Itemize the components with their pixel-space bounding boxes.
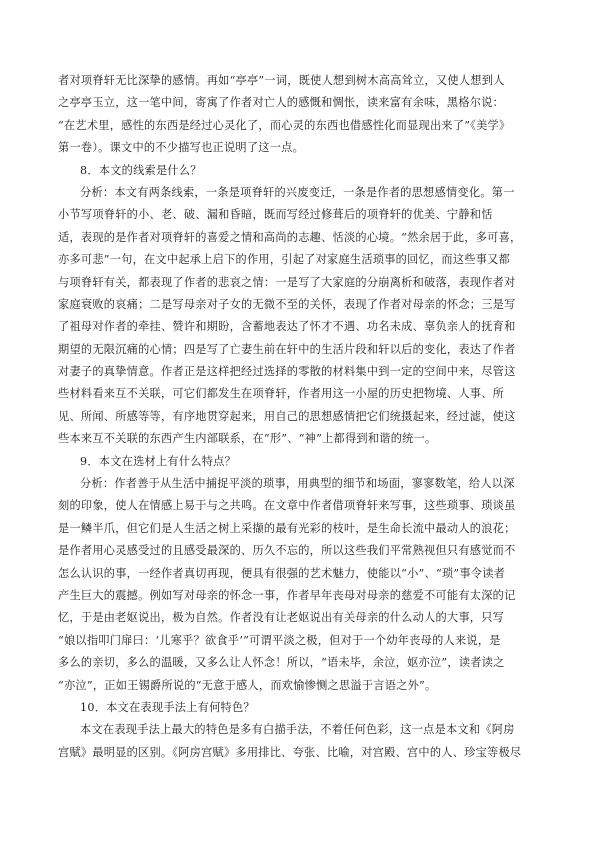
text-line: 产生巨大的震撼。例如写对母亲的怀念一事，作者早年丧母对母亲的慈爱不可能有太深的记 <box>58 588 516 602</box>
text-line: “在艺术里，感性的东西是经过心灵化了，而心灵的东西也借感性化而显现出来了”《美学》 <box>58 118 511 132</box>
text-line: 宫赋》最明显的区别。《阿房宫赋》多用排比、夸张、比喻，对宫殿、宫中的人、珍宝等极尽 <box>58 745 522 759</box>
text-line: 家庭衰败的哀痛；二是写母亲对子女的无微不至的关怀，表现了作者对母亲的怀念；三是写 <box>58 297 516 311</box>
text-line: 第一卷）。课文中的不少描写也正说明了这一点。 <box>58 141 305 155</box>
text-line: 之亭亭玉立，这一笔中间，寄寓了作者对亡人的感慨和惆怅，读来富有余味，黑格尔说： <box>58 96 505 110</box>
text-line: 10．本文在表现手法上有何特色？ <box>80 700 255 714</box>
text-line: 与项脊轩有关，都表现了作者的悲哀之情：一是写了大家庭的分崩离析和破落，表现作者对 <box>58 275 516 289</box>
text-line: 适，表现的是作者对项脊轩的喜爱之情和高尚的志趣、恬淡的心境。“然余居于此，多可喜， <box>58 230 522 244</box>
text-line: “娘以指叩门扉曰：‘儿寒乎？欲食乎’”可谓平淡之极，但对于一个幼年丧母的人来说，是 <box>58 633 501 647</box>
body-text <box>58 70 538 764</box>
text-line: 怎么认识的事，一经作者真切再现，便具有很强的艺术魅力，使能以“小”、“琐”事令读者 <box>58 566 506 580</box>
text-line: 些材料看来互不关联，可它们都发生在项脊轩，作者用这一小屋的历史把物境、人事、所 <box>58 387 505 401</box>
text-line: 刻的印象，使人在情感上易于与之共鸣。在文章中作者借项脊轩来写事，这些琐事、琐谈虽 <box>58 499 516 513</box>
text-line: 本文在表现手法上最大的特色是多有白描手法，不着任何色彩，这一点是本文和《阿房 <box>80 723 515 737</box>
text-line: “亦泣”，正如王锡爵所说的“无意于感人，而欢愉惨恻之思溢于言语之外”。 <box>58 678 437 692</box>
text-line: 忆，于是由老妪说出，极为自然。作者没有让老妪说出有关母亲的什么动人的大事，只写 <box>58 611 505 625</box>
text-line: 了祖母对作者的牵挂、赞许和期盼，含蓄地表达了怀才不遇、功名未成、辜负亲人的抚育和 <box>58 320 516 334</box>
text-line: 见、所闻、所感等等，有序地贯穿起来，用自己的思想感情把它们统摄起来，经过滤，使这 <box>58 409 516 423</box>
text-line: 对妻子的真挚情意。作者正是这样把经过选择的零散的材料集中到一定的空间中来，尽管这 <box>58 365 516 379</box>
text-line: 期望的无限沉痛的心情；四是写了亡妻生前在轩中的生活片段和轩以后的变化，表达了作者 <box>58 342 516 356</box>
text-line: 多么的亲切，多么的温暖，又多么让人怀念！所以，“语未毕，余泣，妪亦泣”，读者读之 <box>58 656 505 670</box>
text-line: 8．本文的线索是什么？ <box>80 163 202 177</box>
text-line: 是一鳞半爪，但它们是人生活之树上采撷的最有光彩的枝叶，是生命长流中最动人的浪花； <box>58 521 516 535</box>
text-line: 分析：本文有两条线索，一条是项脊轩的兴废变迁，一条是作者的思想感情变化。第一 <box>80 185 515 199</box>
text-line: 分析：作者善于从生活中捕捉平淡的琐事，用典型的细节和场面，寥寥数笔，给人以深 <box>80 477 515 491</box>
text-line: 9．本文在选材上有什么特点？ <box>80 454 237 468</box>
text-line: 是作者用心灵感受过的且感受最深的、历久不忘的，所以这些我们平常熟视但只有感觉而不 <box>58 544 516 558</box>
text-line: 者对项脊轩无比深挚的感情。再如“亭亭”一词，既使人想到树木高高耸立，又使人想到人 <box>58 74 505 87</box>
text-line: 小节写项脊轩的小、老、破、漏和昏暗，既而写经过修葺后的项脊轩的优美、宁静和恬 <box>58 208 493 222</box>
text-line: 亦多可悲”一句，在文中起承上启下的作用，引起了对家庭生活琐事的回忆，而这些事又都 <box>58 253 511 267</box>
text-line: 些本来互不关联的东西产生内部联系，在“形”、“神”上都得到和谐的统一。 <box>58 432 437 446</box>
